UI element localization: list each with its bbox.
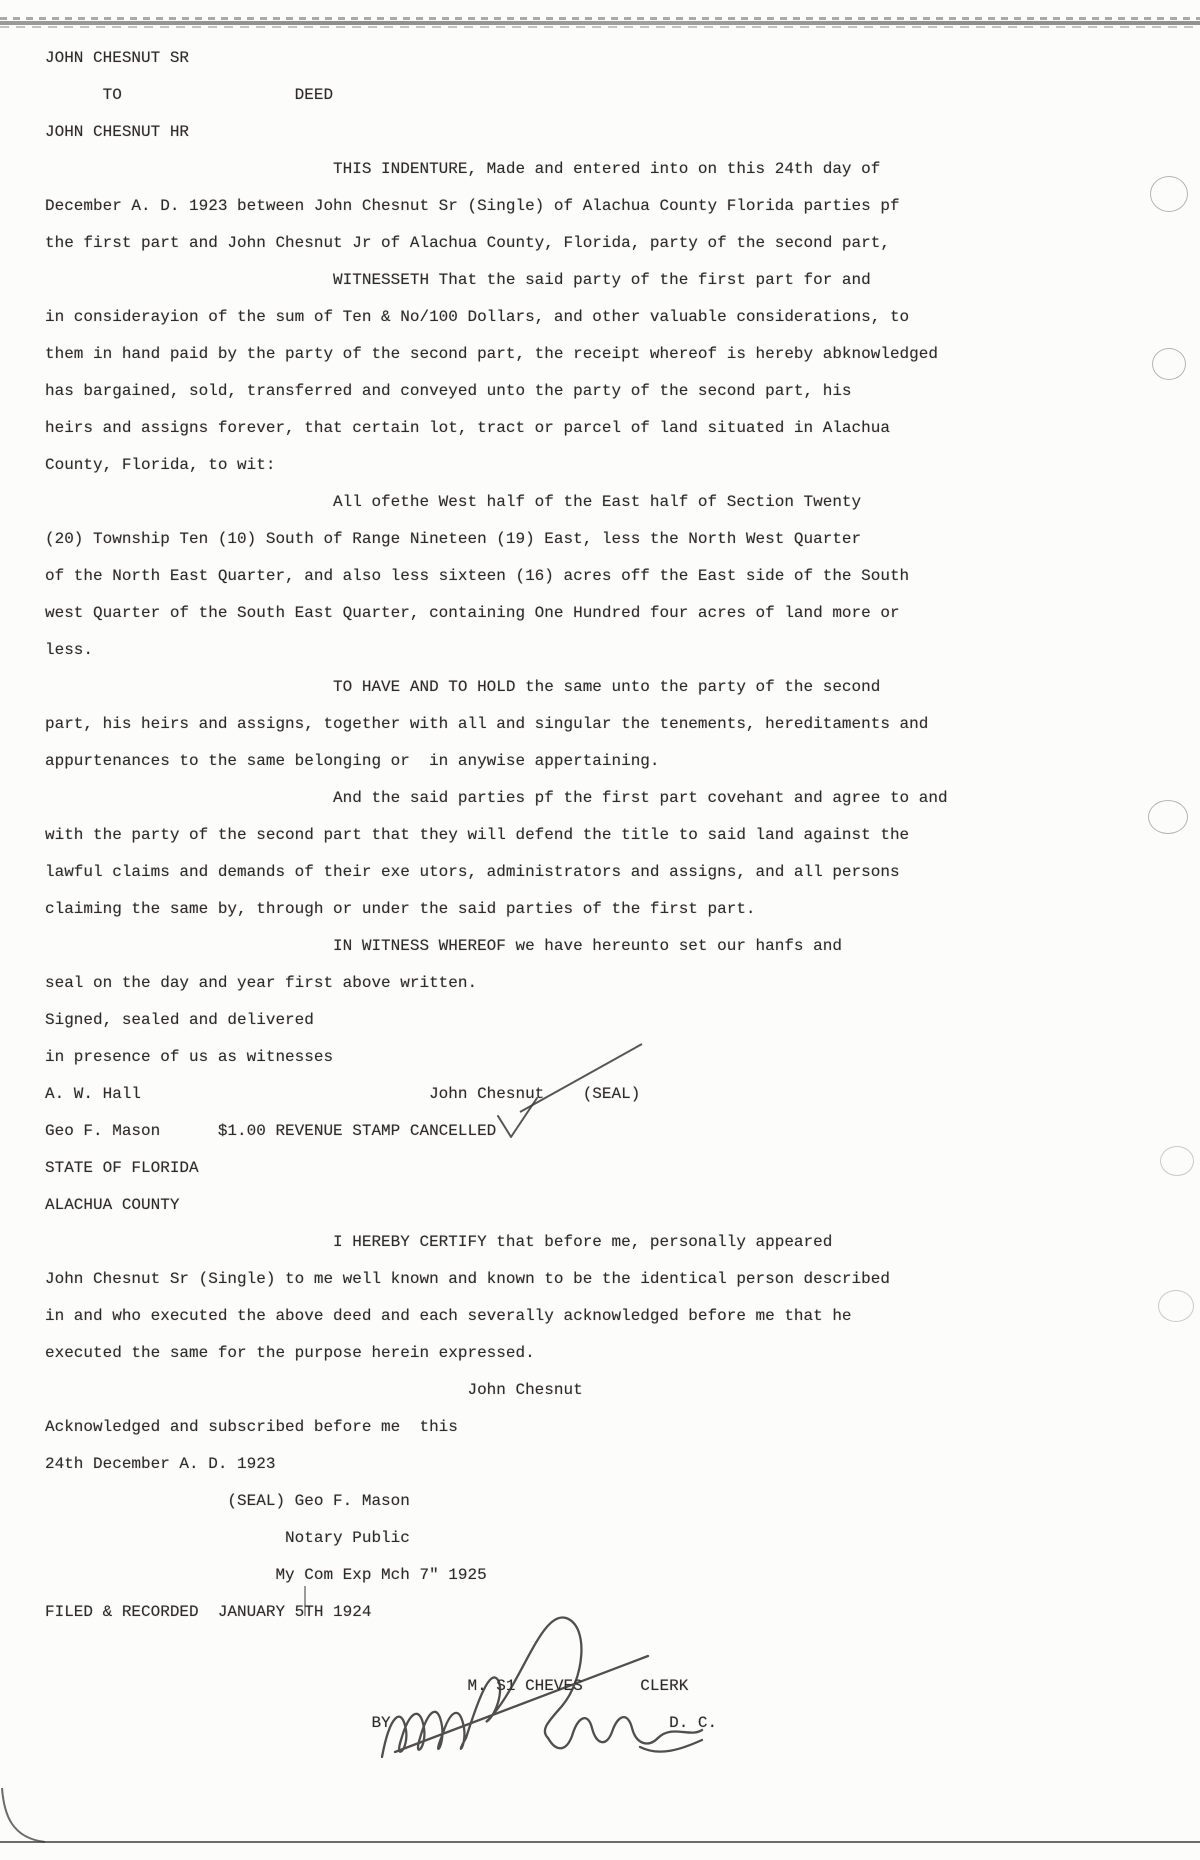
document-line-41: Notary Public [45,1529,410,1547]
document-line-19: part, his heirs and assigns, together with all and singular the tenements, hereditaments and [45,715,929,733]
document-lines [45,40,1190,1742]
scan-top-edge-dots2 [0,26,1200,28]
document-line-17: less. [45,641,94,659]
document-line-33: I HEREBY CERTIFY that before me, personally appeared [45,1233,833,1251]
document-line-30: Geo F. Mason $1.00 REVENUE STAMP CANCELLED [45,1122,497,1140]
scan-top-edge-dots [0,17,1200,20]
document-line-7: WITNESSETH That the said party of the first part for and [45,271,871,289]
document-line-10: has bargained, sold, transferred and conveyed unto the party of the second part, his [45,382,852,400]
document-line-32: ALACHUA COUNTY [45,1196,180,1214]
document-line-13: All ofethe West half of the East half of Section Twenty [45,493,862,511]
document-line-28: in presence of us as witnesses [45,1048,334,1066]
document-line-40: (SEAL) Geo F. Mason [45,1492,410,1510]
document-line-38: Acknowledged and subscribed before me this [45,1418,458,1436]
document-line-11: heirs and assigns forever, that certain lot, tract or parcel of land situated in Alachua [45,419,890,437]
document-line-6: the first part and John Chesnut Jr of Alachua County, Florida, party of the second part, [45,234,890,252]
document-line-35: in and who executed the above deed and each severally acknowledged before me that he [45,1307,852,1325]
document-line-26: seal on the day and year first above written. [45,974,478,992]
document-line-44 [45,1631,1190,1668]
document-line-14: (20) Township Ten (10) South of Range Nineteen (19) East, less the North West Quarter [45,530,862,548]
document-line-27: Signed, sealed and delivered [45,1011,314,1029]
scan-bottom-edge-line [0,1841,1200,1843]
document-line-18: TO HAVE AND TO HOLD the same unto the party of the second [45,678,881,696]
document-line-23: lawful claims and demands of their exe utors, administrators and assigns, and all persons [45,863,900,881]
document-line-39: 24th December A. D. 1923 [45,1455,276,1473]
document-line-5: December A. D. 1923 between John Chesnut Sr (Single) of Alachua County Florida parties pf [45,197,900,215]
document-line-46: BY D. C. [45,1714,718,1732]
scan-top-edge-line [0,21,1200,25]
document-line-9: them in hand paid by the party of the second part, the receipt whereof is hereby abknowledged [45,345,938,363]
document-line-29: A. W. Hall John Chesnut (SEAL) [45,1085,641,1103]
document-line-4: THIS INDENTURE, Made and entered into on this 24th day of [45,160,881,178]
document-line-37: John Chesnut [45,1381,583,1399]
document-line-15: of the North East Quarter, and also less sixteen (16) acres off the East side of the South [45,567,910,585]
document-line-2: TO DEED [45,86,334,104]
document-line-24: claiming the same by, through or under the said parties of the first part. [45,900,756,918]
document-line-42: My Com Exp Mch 7" 1925 [45,1566,487,1584]
document-line-8: in considerayion of the sum of Ten & No/100 Dollars, and other valuable considerations, to [45,308,910,326]
document-line-3: JOHN CHESNUT HR [45,123,190,141]
document-line-21: And the said parties pf the first part covehant and agree to and [45,789,948,807]
document-line-16: west Quarter of the South East Quarter, containing One Hundred four acres of land more or [45,604,900,622]
document-line-34: John Chesnut Sr (Single) to me well known and known to be the identical person described [45,1270,890,1288]
scan-edge-curl [2,1788,45,1842]
document-line-1: JOHN CHESNUT SR [45,49,190,67]
document-line-25: IN WITNESS WHEREOF we have hereunto set our hanfs and [45,937,842,955]
document-line-43: FILED & RECORDED JANUARY 5TH 1924 [45,1603,372,1621]
document-line-22: with the party of the second part that they will defend the title to said land against the [45,826,910,844]
document-line-12: County, Florida, to wit: [45,456,276,474]
document-line-20: appurtenances to the same belonging or in anywise appertaining. [45,752,660,770]
document-line-36: executed the same for the purpose herein expressed. [45,1344,535,1362]
document-line-45: M. S1 CHEVES CLERK [45,1677,689,1695]
document-line-31: STATE OF FLORIDA [45,1159,199,1177]
